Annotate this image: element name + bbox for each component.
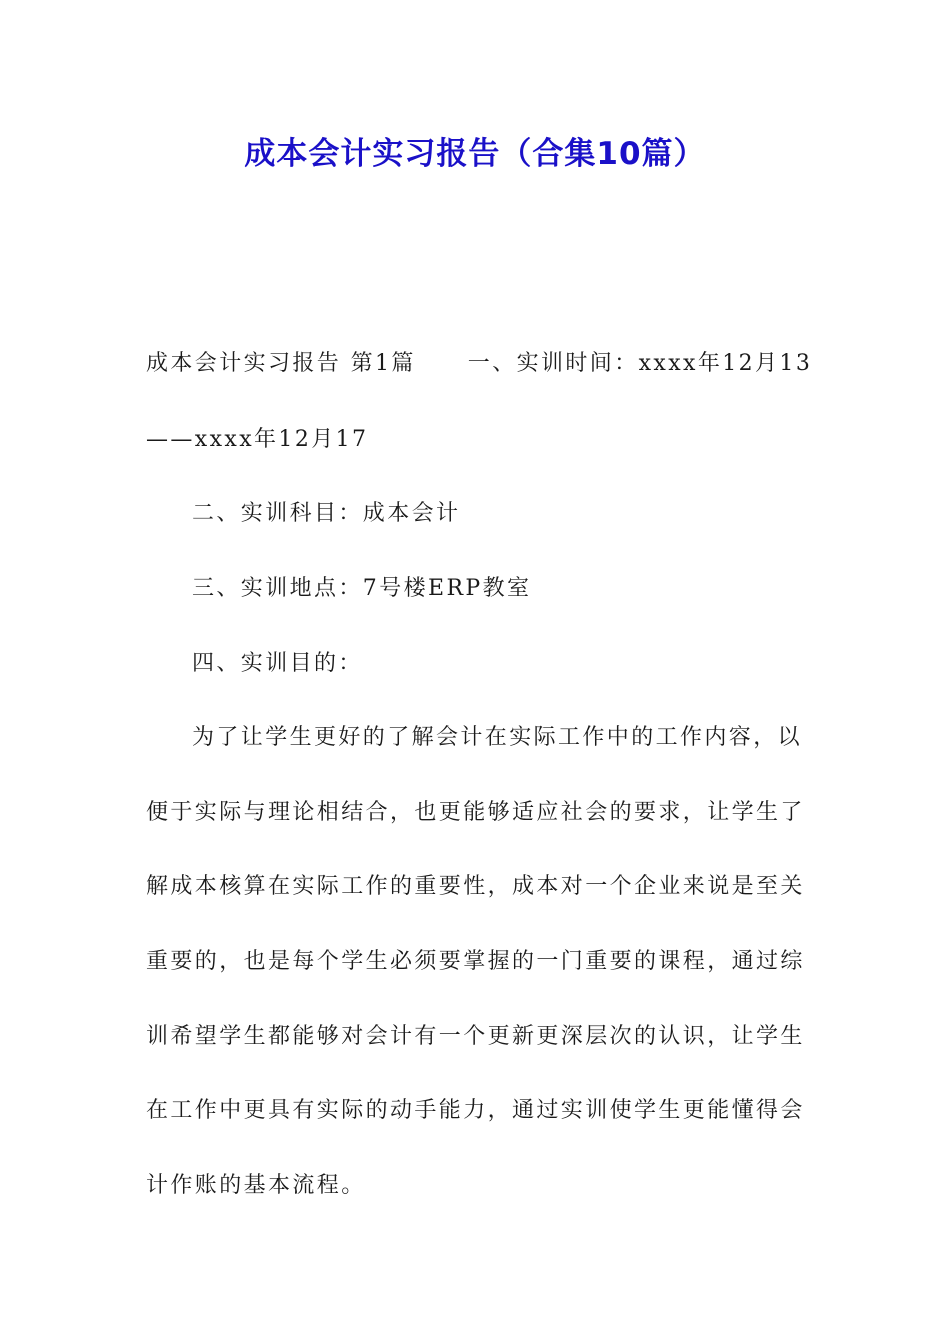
paragraph-line: 在工作中更具有实际的动手能力，通过实训使学生更能懂得会 [146, 1098, 805, 1123]
paragraph-line: 为了让学生更好的了解会计在实际工作中的工作内容，以 [192, 725, 803, 750]
training-subject: 二、实训科目：成本会计 [192, 501, 461, 526]
report-heading: 成本会计实习报告 第1篇 [146, 351, 416, 376]
first-line [146, 346, 816, 377]
paragraph-line: 计作账的基本流程。 [146, 1173, 366, 1198]
page-title: 成本会计实习报告（合集10篇） [244, 136, 706, 172]
paragraph-line: 解成本核算在实际工作的重要性，成本对一个企业来说是至关 [146, 874, 805, 899]
paragraph-line: 训希望学生都能够对会计有一个更新更深层次的认识，让学生 [146, 1024, 805, 1049]
training-location: 三、实训地点：7号楼ERP教室 [192, 576, 532, 601]
paragraph-line: 重要的，也是每个学生必须要掌握的一门重要的课程，通过综 [146, 949, 805, 974]
training-purpose-heading: 四、实训目的： [192, 651, 363, 676]
training-time-end: ——xxxx年12月17 [146, 427, 369, 452]
paragraph-line: 便于实际与理论相结合，也更能够适应社会的要求，让学生了 [146, 800, 805, 825]
training-time: 一、实训时间：xxxx年12月13 [467, 351, 813, 376]
